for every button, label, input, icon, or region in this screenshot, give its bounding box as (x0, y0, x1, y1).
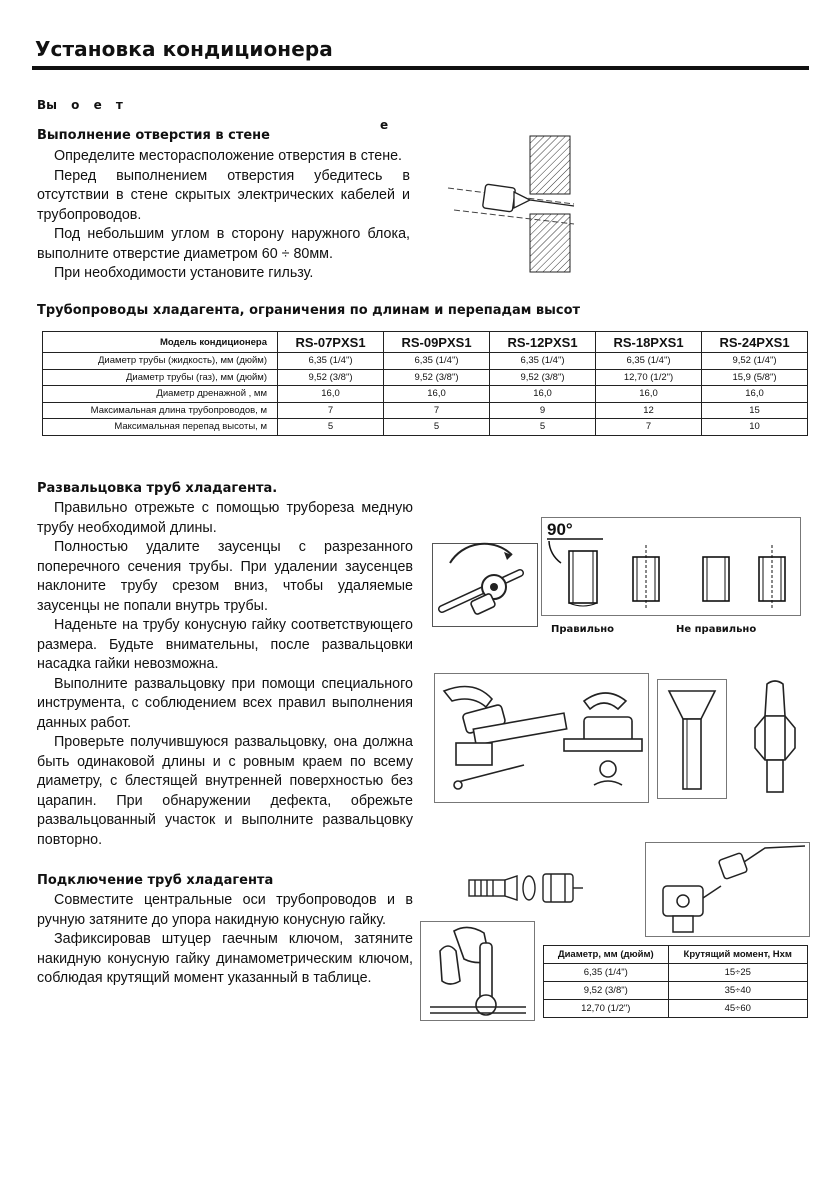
connection-paragraph: Совместите центральные оси трубопроводов и в ручную затяните до упора накидную конусную гайку. (37, 892, 413, 928)
table-cell: 45÷60 (668, 1000, 807, 1018)
pipe-cutter-illustration (432, 543, 538, 627)
page-title: Установка кондиционера (35, 37, 333, 61)
flaring-paragraph: Правильно отрежьте с помощью трубореза медную трубу необходимой длины. (37, 500, 413, 536)
table-row (544, 1000, 808, 1018)
table-header-cell: Модель кондиционера (43, 332, 278, 353)
table-header-row (43, 332, 808, 353)
pipes-heading: Трубопроводы хладагента, ограничения по длинам и перепадам высот (37, 303, 581, 318)
table-row (544, 964, 808, 982)
table-cell: 9,52 (3/8") (278, 369, 384, 386)
connection-text (37, 891, 413, 989)
table-cell: 6,35 (1/4") (490, 353, 596, 370)
table-cell: 9,52 (3/8") (490, 369, 596, 386)
table-cell: 9,52 (1/4") (702, 353, 808, 370)
flared-pipe-illustration (657, 679, 727, 799)
table-row (43, 402, 808, 419)
table-cell: 6,35 (1/4") (544, 964, 669, 982)
table-cell: 10 (702, 419, 808, 436)
section-heading-garbled: Вы о е т (37, 98, 123, 112)
deburring-illustration (541, 517, 801, 617)
pipe-nut-alignment-illustration (465, 862, 585, 912)
table-cell: 5 (278, 419, 384, 436)
table-cell: 15,9 (5/8") (702, 369, 808, 386)
table-cell: 12 (596, 402, 702, 419)
table-cell: 7 (278, 402, 384, 419)
table-cell: 12,70 (1/2") (596, 369, 702, 386)
angle-label: 90° (547, 520, 573, 539)
hole-paragraph: Определите месторасположение отверстия в стене. (54, 148, 403, 164)
table-cell: 16,0 (702, 386, 808, 403)
table-cell: 35÷40 (668, 982, 807, 1000)
table-row (43, 386, 808, 403)
torque-table (543, 945, 808, 1018)
caption-incorrect: Не правильно (676, 624, 757, 635)
hole-paragraph: Под небольшим углом в сторону наружного блока, выполните отверстие диаметром 60 ÷ 80мм. (37, 226, 410, 262)
title-rule (32, 66, 809, 70)
flaring-paragraph: Проверьте получившуюся развальцовку, она должна быть одинаковой длины и с ровным краем по всему диаметру, с блестящей внутренней поверхностью без царапин. При обнаружении дефекта, обрежьте развальцованный участок и выполните развальцовку повторно. (37, 734, 413, 848)
flaring-text (37, 499, 413, 850)
table-cell: 16,0 (596, 386, 702, 403)
table-cell: 9,52 (3/8") (544, 982, 669, 1000)
table-cell: 15÷25 (668, 964, 807, 982)
valve-connection-illustration (645, 842, 810, 937)
flaring-heading: Развальцовка труб хладагента. (37, 481, 278, 496)
table-header-cell: RS-12PXS1 (490, 332, 596, 353)
table-row (43, 419, 808, 436)
hole-paragraph: При необходимости установите гильзу. (54, 265, 314, 281)
torque-wrench-illustration (420, 921, 535, 1021)
flaring-paragraph: Выполните развальцовку при помощи специального инструмента, с соблюдением всех правил выполнения данных работ. (37, 675, 413, 731)
table-row (43, 369, 808, 386)
table-cell: 9 (490, 402, 596, 419)
table-cell: Диаметр трубы (жидкость), мм (дюйм) (43, 353, 278, 370)
table-cell: 16,0 (490, 386, 596, 403)
table-cell: 16,0 (384, 386, 490, 403)
table-header-cell: Крутящий момент, Нхм (668, 946, 807, 964)
hole-heading: Выполнение отверстия в стене (37, 128, 270, 143)
table-cell: 6,35 (1/4") (596, 353, 702, 370)
stray-letter: е (380, 118, 389, 132)
table-header-cell: RS-24PXS1 (702, 332, 808, 353)
table-cell: Диаметр дренажной , мм (43, 386, 278, 403)
table-header-cell: Диаметр, мм (дюйм) (544, 946, 669, 964)
pipe-limits-table (42, 331, 808, 436)
flaring-paragraph: Наденьте на трубу конусную гайку соответствующего размера. Будьте внимательны, после развальцовки насадка гайки невозможна. (37, 617, 413, 672)
table-cell: 5 (490, 419, 596, 436)
table-header-cell: RS-09PXS1 (384, 332, 490, 353)
table-cell: 7 (384, 402, 490, 419)
table-row (544, 982, 808, 1000)
table-cell: 9,52 (3/8") (384, 369, 490, 386)
table-cell: 6,35 (1/4") (384, 353, 490, 370)
table-cell: 16,0 (278, 386, 384, 403)
table-cell: Максимальная длина трубопроводов, м (43, 402, 278, 419)
caption-correct: Правильно (551, 624, 615, 635)
flare-nut-illustration (745, 676, 805, 796)
table-cell: 12,70 (1/2") (544, 1000, 669, 1018)
connection-heading: Подключение труб хладагента (37, 873, 274, 888)
table-cell: Максимальная перепад высоты, м (43, 419, 278, 436)
table-cell: Диаметр трубы (газ), мм (дюйм) (43, 369, 278, 386)
table-header-row (544, 946, 808, 964)
flaring-paragraph: Полностью удалите заусенцы с разрезанного поперечного сечения трубы. При удалении заусенцев наклоните трубу срезом вниз, чтобы удаляемые заусенцы не попали внутрь трубы. (37, 539, 413, 614)
table-cell: 15 (702, 402, 808, 419)
table-header-cell: RS-18PXS1 (596, 332, 702, 353)
table-cell: 7 (596, 419, 702, 436)
flaring-tool-illustration (434, 673, 649, 803)
connection-paragraph: Зафиксировав штуцер гаечным ключом, затяните накидную конусную гайку динамометрическим ключом, соблюдая крутящий момент указанный в таблице. (37, 931, 413, 986)
table-cell: 5 (384, 419, 490, 436)
wall-drill-illustration (446, 128, 576, 278)
hole-paragraph: Перед выполнением отверстия убедитесь в отсутствии в стене скрытых электрических кабелей и трубопроводов. (37, 167, 410, 223)
hole-text (37, 147, 410, 284)
table-cell: 6,35 (1/4") (278, 353, 384, 370)
table-row (43, 353, 808, 370)
table-header-cell: RS-07PXS1 (278, 332, 384, 353)
